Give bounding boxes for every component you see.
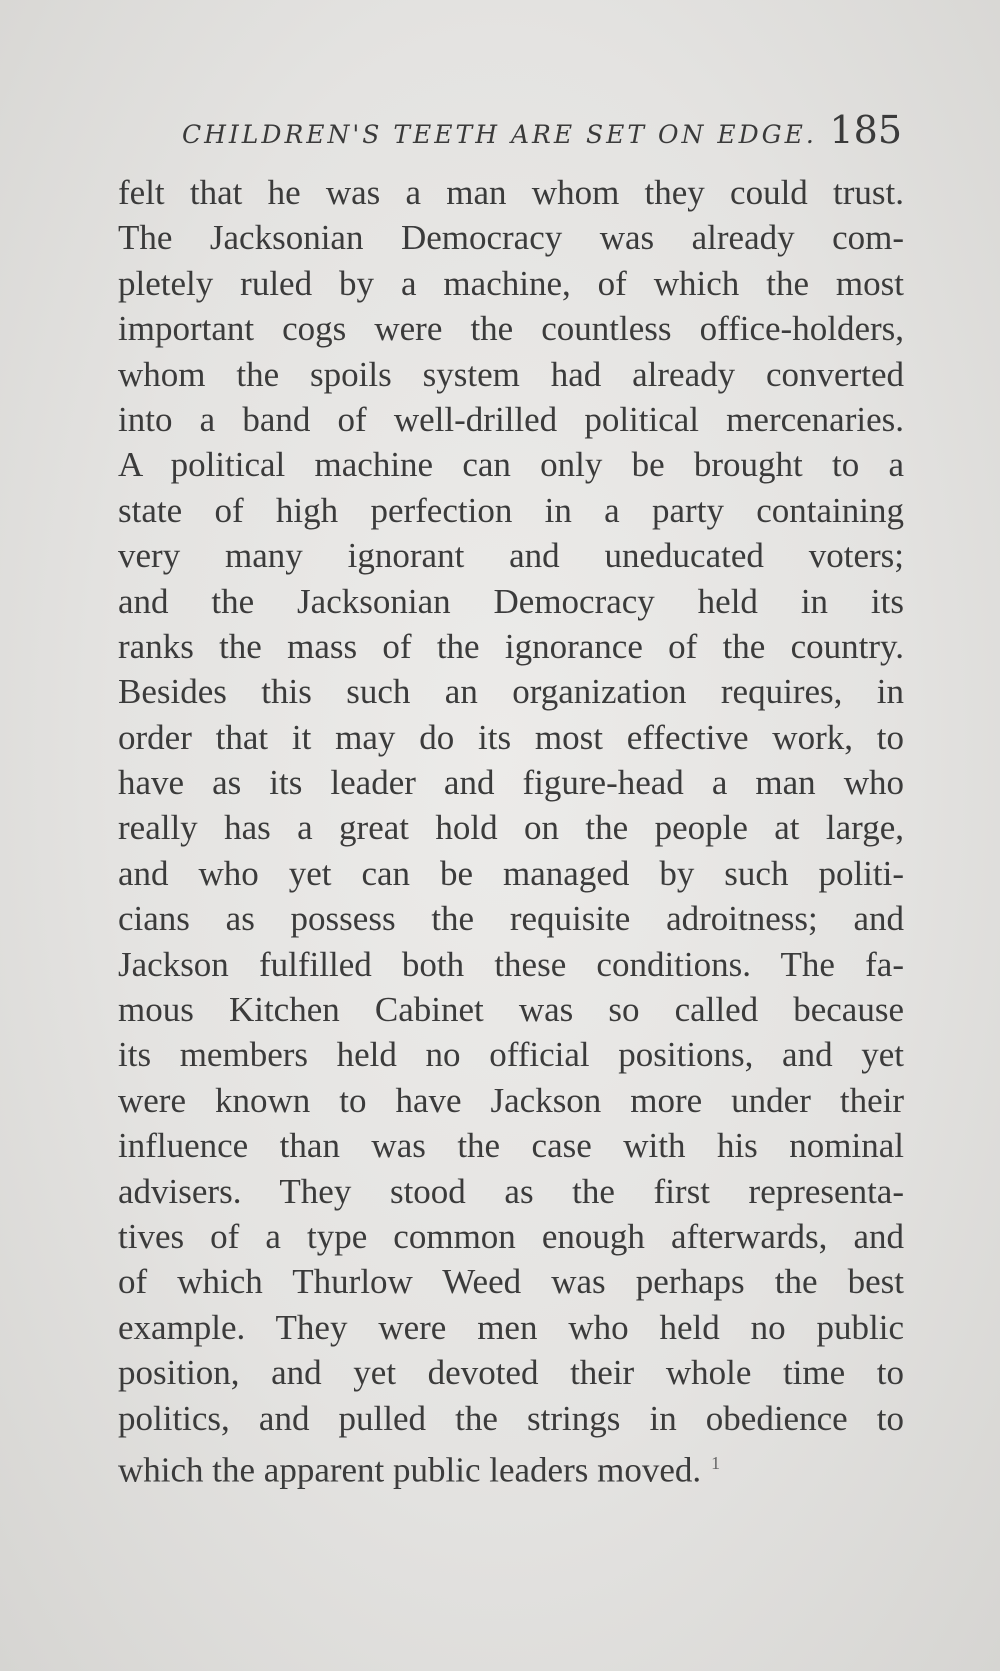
text-line: cians as possess the requisite adroitness; and (118, 899, 904, 939)
text-line: have as its leader and figure-head a man who (118, 763, 904, 803)
text-line: which the apparent public leaders moved. (118, 1450, 702, 1490)
text-line: and who yet can be managed by such politi- (118, 853, 904, 893)
text-line: mous Kitchen Cabinet was so called because (118, 990, 904, 1030)
text-line: of which Thurlow Weed was perhaps the best (118, 1262, 904, 1302)
text-line: state of high perfection in a party containing (118, 490, 904, 530)
body-text (118, 170, 904, 1490)
text-line: order that it may do its most effective work, to (118, 717, 904, 757)
text-line: politics, and pulled the strings in obedience to (118, 1398, 904, 1438)
running-head (0, 108, 1000, 168)
text-line: felt that he was a man whom they could trust. (118, 173, 904, 212)
text-line: really has a great hold on the people at large, (118, 808, 904, 848)
footnote-marker: 1 (711, 1452, 721, 1473)
text-line: The Jacksonian Democracy was already com- (118, 218, 904, 258)
text-line: very many ignorant and uneducated voters; (118, 536, 904, 576)
page-number: 185 (829, 108, 902, 152)
running-title: CHILDREN'S TEETH ARE SET ON EDGE. (182, 120, 817, 149)
text-line: and the Jacksonian Democracy held in its (118, 581, 904, 621)
text-line: advisers. They stood as the first representa- (118, 1171, 904, 1211)
text-line: into a band of well-drilled political mercenaries. (118, 399, 904, 439)
text-line: tives of a type common enough afterwards, and (118, 1216, 904, 1256)
text-line: Jackson fulfilled both these conditions. The fa- (118, 944, 904, 984)
text-line: position, and yet devoted their whole time to (118, 1353, 904, 1393)
text-line: Besides this such an organization requires, in (118, 672, 904, 712)
text-line: its members held no official positions, and yet (118, 1035, 904, 1075)
text-line: were known to have Jackson more under their (118, 1080, 904, 1120)
text-line: A political machine can only be brought to a (118, 445, 904, 485)
text-line-last (118, 1441, 904, 1490)
text-line: ranks the mass of the ignorance of the country. (118, 626, 904, 666)
text-line: important cogs were the countless office-holders, (118, 309, 904, 349)
text-line: whom the spoils system had already converted (118, 354, 904, 394)
text-line: example. They were men who held no public (118, 1307, 904, 1347)
text-line: pletely ruled by a machine, of which the most (118, 263, 904, 303)
text-line: influence than was the case with his nominal (118, 1126, 904, 1166)
